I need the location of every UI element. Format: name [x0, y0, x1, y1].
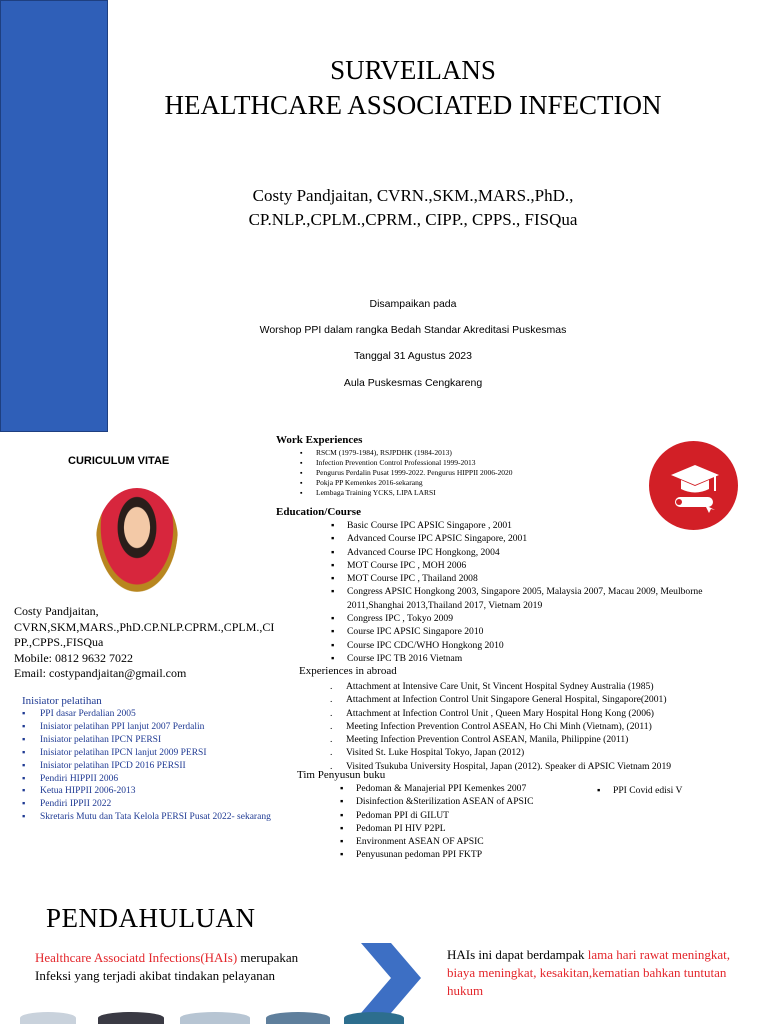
list-item: ▪ Advanced Course IPC APSIC Singapore, 2001 [331, 532, 731, 545]
list-item: ▪ Lembaga Training YCKS, LIPA LARSI [300, 488, 512, 498]
list-item: ▪ RSCM (1979-1984), RSJPDHK (1984-2013) [300, 448, 512, 458]
abroad-title: Experiences in abroad [299, 665, 397, 677]
intro-title: PENDAHULUAN [46, 903, 256, 933]
list-item: ▪ Advanced Course IPC Hongkong, 2004 [331, 546, 731, 559]
list-item: ▪ Pokja PP Kemenkes 2016-sekarang [300, 478, 512, 488]
list-item: ▪ Inisiator pelatihan IPCN lanjut 2009 PERSI [22, 747, 280, 760]
list-item: ▪ Inisiator pelatihan IPCD 2016 PERSII [22, 760, 280, 773]
cv-email: Email: costypandjaitan@gmail.com [14, 666, 187, 680]
books-title: Tim Penyusun buku [297, 769, 386, 781]
list-item: ▪ Ketua HIPPII 2006-2013 [22, 785, 280, 798]
list-item: ▪ Disinfection &Sterilization ASEAN of APSIC [340, 795, 600, 808]
cv-name-block [14, 604, 304, 682]
cv-name-line: Costy Pandjaitan, [14, 604, 99, 618]
list-item: ▪ Inisiator pelatihan PPI lanjut 2007 Perdalin [22, 721, 280, 734]
graduation-cap-icon [649, 441, 738, 530]
education-title: Education/Course [276, 506, 361, 518]
list-item: . Attachment at Infection Control Unit , Queen Mary Hospital Hong Kong (2006) [330, 707, 750, 720]
impact-red-text: lama hari rawat meningkat, biaya meningkat, kesakitan,kematian bahkan tuntutan hukum [447, 947, 731, 998]
list-item: ▪ PPI dasar Perdalian 2005 [22, 708, 280, 721]
list-item: ▪ Pedoman & Manajerial PPI Kemenkes 2007 [340, 782, 600, 795]
info-line2: Worshop PPI dalam rangka Bedah Standar Akreditasi Puskesmas [259, 324, 567, 336]
list-item: ▪ Pengurus Perdalin Pusat 1999-2022. Pengurus HIPPII 2006-2020 [300, 468, 512, 478]
list-item: ▪ PPI Covid edisi V [597, 784, 737, 797]
intro-right-text [447, 946, 747, 1000]
cv-name-line: PP.,CPPS.,FISQua [14, 635, 104, 649]
work-list [300, 448, 512, 498]
list-item: . Meeting Infection Prevention Control ASEAN, Ho Chi Minh (Vietnam), (2011) [330, 720, 750, 733]
list-item: ▪ Congress APSIC Hongkong 2003, Singapore 2005, Malaysia 2007, Macau 2009, Meulborne 2011,Shanghai 2013,Thailand 2017, Vietnam 2019 [331, 585, 731, 612]
slide-title-line1: SURVEILANS [330, 55, 496, 85]
list-item: ▪ Course IPC CDC/WHO Hongkong 2010 [331, 639, 731, 652]
list-item: . Attachment at Intensive Care Unit, St Vincent Hospital Sydney Australia (1985) [330, 680, 750, 693]
info-line1: Disampaikan pada [369, 298, 457, 310]
list-item: ▪ Pedoman PI HIV P2PL [340, 822, 600, 835]
list-item: ▪ Skretaris Mutu dan Tata Kelola PERSI Pusat 2022- sekarang [22, 811, 280, 824]
list-item: ▪ Pendiri IPPII 2022 [22, 798, 280, 811]
hais-black-text: merupakan Infeksi yang terjadi akibat tindakan pelayanan [35, 950, 299, 983]
intro-left-text [35, 949, 335, 985]
hais-red-text: Healthcare Associatd Infections(HAIs) [35, 950, 238, 965]
list-item: . Attachment at Infection Control Unit Singapore General Hospital, Singapore(2001) [330, 693, 750, 706]
inisiator-list [22, 708, 280, 824]
slide-title-line2: HEALTHCARE ASSOCIATED INFECTION [164, 90, 662, 120]
bottom-image-5 [344, 1012, 404, 1024]
blue-side-bar [0, 0, 108, 432]
list-item: ▪ Pendiri HIPPII 2006 [22, 773, 280, 786]
author-line2: CP.NLP.,CPLM.,CPRM., CIPP., CPPS., FISQua [248, 210, 578, 229]
list-item: ▪ Basic Course IPC APSIC Singapore , 2001 [331, 519, 731, 532]
list-item: ▪ Course IPC TB 2016 Vietnam [331, 652, 731, 665]
cv-mobile: Mobile: 0812 9632 7022 [14, 650, 133, 665]
list-item: . Meeting Infection Prevention Control ASEAN, Manila, Philippine (2011) [330, 733, 750, 746]
profile-photo [96, 488, 178, 592]
abroad-list [330, 680, 750, 773]
info-line4: Aula Puskesmas Cengkareng [343, 377, 483, 389]
inisiator-title: Inisiator pelatihan [22, 695, 102, 707]
list-item: . Visited St. Luke Hospital Tokyo, Japan (2012) [330, 746, 750, 759]
bottom-image-3 [180, 1012, 250, 1024]
title-slide [0, 0, 768, 432]
bottom-image-4 [266, 1012, 330, 1024]
chevron-right-icon [361, 943, 421, 1013]
bottom-image-1 [20, 1012, 76, 1024]
list-item: ▪ MOT Course IPC , Thailand 2008 [331, 572, 731, 585]
books-list [340, 782, 600, 862]
author-line1: Costy Pandjaitan, CVRN.,SKM.,MARS.,PhD., [252, 186, 574, 205]
list-item: ▪ Infection Prevention Control Professional 1999-2013 [300, 458, 512, 468]
impact-black-text: HAIs ini dapat berdampak [447, 947, 588, 962]
list-item: ▪ Environment ASEAN OF APSIC [340, 835, 600, 848]
info-line3: Tanggal 31 Agustus 2023 [354, 350, 472, 362]
list-item: ▪ MOT Course IPC , MOH 2006 [331, 559, 731, 572]
list-item: ▪ Penyusunan pedoman PPI FKTP [340, 848, 600, 861]
graduation-badge [649, 441, 738, 530]
cv-name-line: CVRN,SKM,MARS.,PhD.CP.NLP.CPRM.,CPLM.,CI [14, 619, 275, 634]
books-extra-list [597, 784, 737, 797]
list-item: ▪ Pedoman PPI di GILUT [340, 809, 600, 822]
cv-title: CURICULUM VITAE [68, 455, 170, 467]
list-item: ▪ Inisiator pelatihan IPCN PERSI [22, 734, 280, 747]
list-item: ▪ Congress IPC , Tokyo 2009 [331, 612, 731, 625]
education-list [331, 519, 731, 665]
list-item: ▪ Course IPC APSIC Singapore 2010 [331, 625, 731, 638]
bottom-image-2 [98, 1012, 164, 1024]
list-item: . Visited Tsukuba University Hospital, Japan (2012). Speaker di APSIC Vietnam 2019 [330, 760, 750, 773]
work-title: Work Experiences [276, 434, 363, 446]
